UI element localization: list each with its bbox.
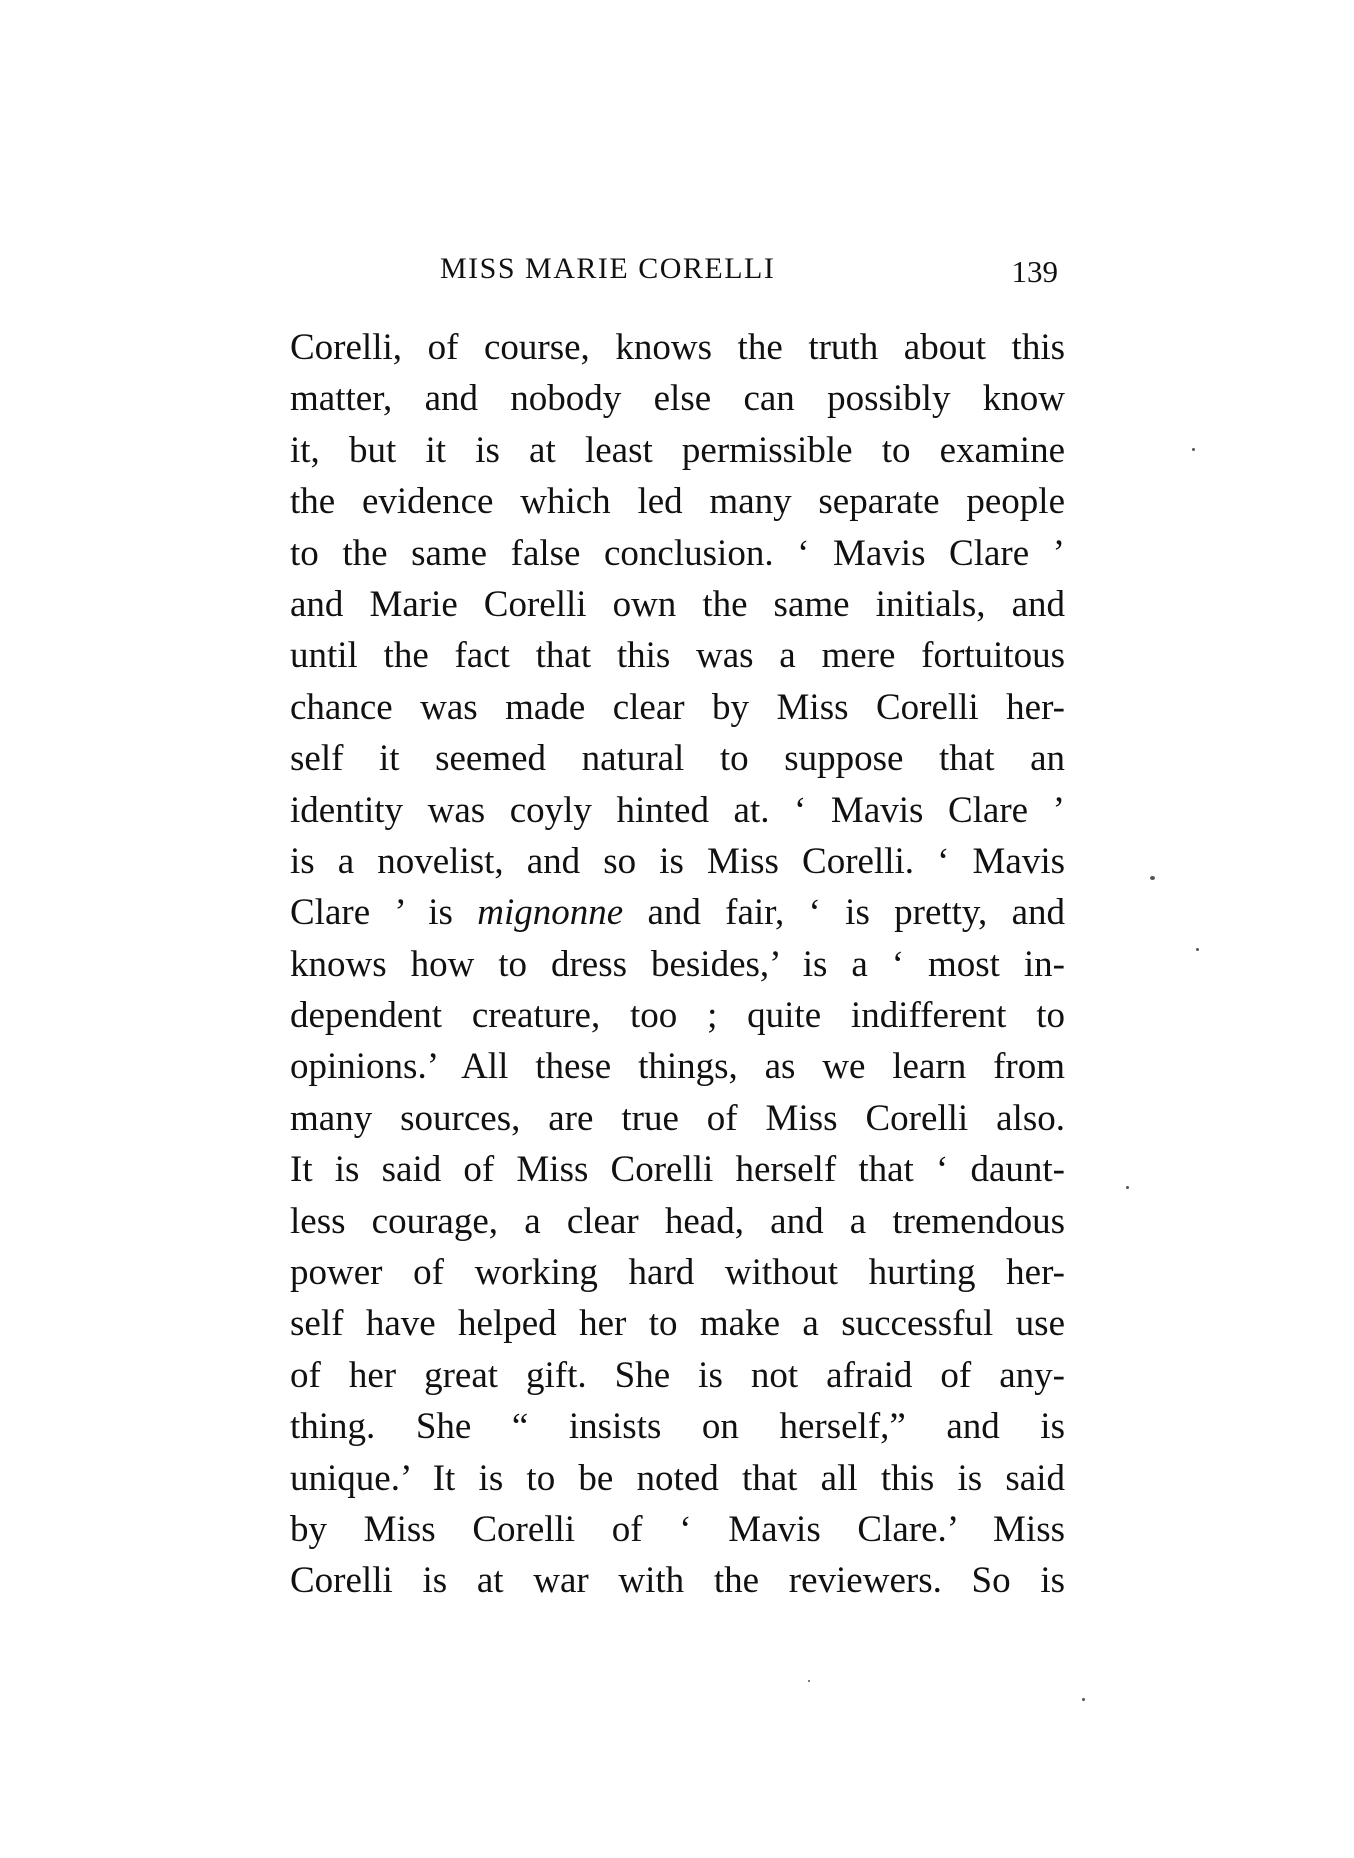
text-line: It is said of Miss Corelli herself that ‘ daunt- <box>290 1149 1065 1191</box>
text-line: self have helped her to make a successful use <box>290 1303 1065 1345</box>
text-line: thing. She “ insists on herself,” and is <box>290 1406 1065 1448</box>
text-line: of her great gift. She is not afraid of any- <box>290 1354 1065 1396</box>
text-line: it, but it is at least permissible to examine <box>290 429 1065 471</box>
text-line: chance was made clear by Miss Corelli her- <box>290 686 1065 728</box>
text-line: identity was coyly hinted at. ‘ Mavis Clare ’ <box>290 789 1065 831</box>
scan-speck <box>1196 948 1199 951</box>
text-line: the evidence which led many separate people <box>290 481 1065 523</box>
text-line: Corelli, of course, knows the truth about this <box>290 327 1065 368</box>
running-head <box>290 252 1070 302</box>
text-line: to the same false conclusion. ‘ Mavis Clare ’ <box>290 532 1065 574</box>
text-line: unique.’ It is to be noted that all this is said <box>290 1457 1065 1499</box>
scan-speck <box>808 1680 810 1682</box>
text-line: until the fact that this was a mere fortuitous <box>290 635 1065 677</box>
text-line: is a novelist, and so is Miss Corelli. ‘ Mavis <box>290 840 1065 882</box>
text-line: knows how to dress besides,’ is a ‘ most in- <box>290 943 1065 985</box>
body-text <box>290 322 1065 1607</box>
text-line: self it seemed natural to suppose that an <box>290 738 1065 780</box>
text-line: power of working hard without hurting her- <box>290 1252 1065 1294</box>
running-title: MISS MARIE CORELLI <box>440 252 776 285</box>
text-line: less courage, a clear head, and a tremendous <box>290 1200 1065 1242</box>
scan-speck <box>1082 1698 1085 1701</box>
text-line: by Miss Corelli of ‘ Mavis Clare.’ Miss <box>290 1508 1065 1550</box>
text-line: and Marie Corelli own the same initials, and <box>290 583 1065 625</box>
line-segment: Clare ’ is <box>290 892 478 934</box>
text-line: matter, and nobody else can possibly know <box>290 378 1065 420</box>
italic-word: mignonne <box>477 892 624 934</box>
scan-speck <box>1150 876 1155 880</box>
text-line: Corelli is at war with the reviewers. So is <box>290 1560 1065 1602</box>
scan-speck <box>1126 1186 1129 1189</box>
text-line: many sources, are true of Miss Corelli also. <box>290 1097 1065 1139</box>
text-line-with-italic <box>290 887 1065 938</box>
text-line: dependent creature, too ; quite indifferent to <box>290 995 1065 1037</box>
page-number: 139 <box>1011 254 1058 289</box>
scan-speck <box>1192 448 1195 451</box>
line-segment: and fair, ‘ is pretty, and <box>623 892 1065 934</box>
text-line: opinions.’ All these things, as we learn from <box>290 1046 1065 1088</box>
